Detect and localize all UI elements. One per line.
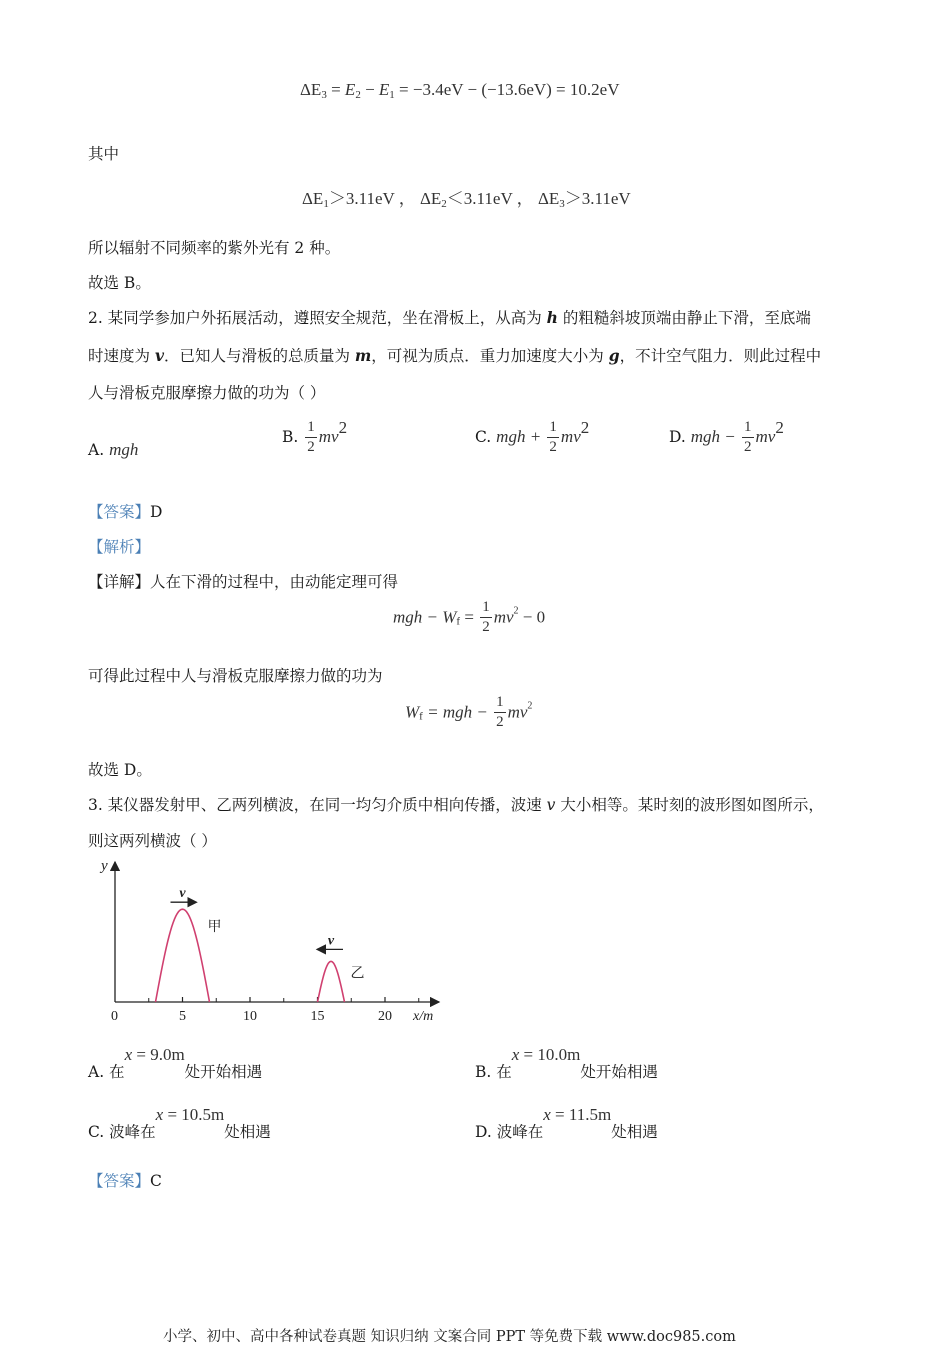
wave-graph (95, 852, 455, 1032)
q2-line3: 人与滑板克服摩擦力做的功为（ ） (88, 384, 326, 402)
velocity-label-yi: v (327, 933, 335, 949)
q3-option-d[interactable]: D. 波峰在x = 11.5m处相遇 (475, 1105, 658, 1141)
q2-line2: 时速度为 v．已知人与滑板的总质量为 m，可视为质点．重力加速度大小为 g，不计空气阻力．则此过程中 (88, 346, 822, 365)
q2-middle-text: 可得此过程中人与滑板克服摩擦力做的功为 (88, 667, 383, 685)
wave-yi-curve (318, 961, 345, 1002)
origin-label: 0 (111, 1009, 118, 1024)
q2-answer: 【答案】D (88, 503, 163, 521)
conclusion-text: 所以辐射不同频率的紫外光有 2 种。 (88, 239, 341, 257)
y-axis-label: y (101, 858, 108, 874)
q3-option-a[interactable]: A. 在x = 9.0m处开始相遇 (88, 1045, 263, 1081)
q2-equation-1: mgh − $W_f$ = $\frac{1}{2}$ $mv^2 - 0$ (393, 599, 546, 635)
velocity-label-jia: v (179, 886, 186, 902)
x-tick-label: 20 (378, 1009, 392, 1024)
qizhong-text: 其中 (88, 145, 120, 163)
energy-inequalities: $\Delta E_1>3.11eV$ ， $\Delta E_2<3.11eV$ ， $\Delta E_3>3.11eV$ (302, 189, 631, 210)
q3-option-c[interactable]: C. 波峰在x = 10.5m处相遇 (88, 1105, 271, 1141)
wave-jia-curve (156, 909, 210, 1002)
q2-analysis-tag: 【解析】 (88, 538, 151, 556)
x-axis-label: x/m (413, 1009, 434, 1024)
energy-equation: $\Delta E_3 = E_2 - E_1 = -3.4eV - (-13.6eV) = 10.2eV$ (300, 80, 620, 101)
q2-equation-2: $W_f$ = mgh − $\frac{1}{2}$ $mv^2$ (405, 694, 533, 730)
q2-option-b[interactable]: B. $\frac{1}{2}$ $mv^2$ (282, 418, 348, 455)
page-footer: 小学、初中、高中各种试卷真题 知识归纳 文案合同 PPT 等免费下载 www.doc985.com (163, 1329, 736, 1345)
q2-detail: 【详解】人在下滑的过程中，由动能定理可得 (88, 573, 399, 591)
q2-option-a[interactable]: A. mgh (88, 440, 139, 459)
choose-b-text: 故选 B。 (88, 274, 151, 292)
q2-option-c[interactable]: C. mgh + $\frac{1}{2}$ $mv^2$ (475, 418, 590, 455)
x-tick-label: 10 (243, 1009, 257, 1024)
q3-line1: 3. 某仪器发射甲、乙两列横波，在同一均匀介质中相向传播，波速 v 大小相等。某时刻的波形图如图所示， (88, 796, 824, 814)
q2-line1: 2. 某同学参加户外拓展活动，遵照安全规范，坐在滑板上，从高为 h 的粗糙斜坡顶端由静止下滑，至底端 (88, 308, 811, 327)
x-tick-label: 15 (310, 1009, 325, 1024)
q3-line2: 则这两列横波（ ） (88, 832, 217, 850)
x-tick-label: 5 (179, 1009, 186, 1024)
q2-option-d[interactable]: D. mgh − $\frac{1}{2}$ $mv^2$ (669, 418, 784, 455)
wave-yi-label: 乙 (350, 965, 365, 982)
q2-choose: 故选 D。 (88, 761, 152, 779)
q3-option-b[interactable]: B. 在x = 10.0m处开始相遇 (475, 1045, 658, 1081)
wave-jia-label: 甲 (207, 919, 222, 936)
q3-answer: 【答案】C (88, 1172, 162, 1190)
